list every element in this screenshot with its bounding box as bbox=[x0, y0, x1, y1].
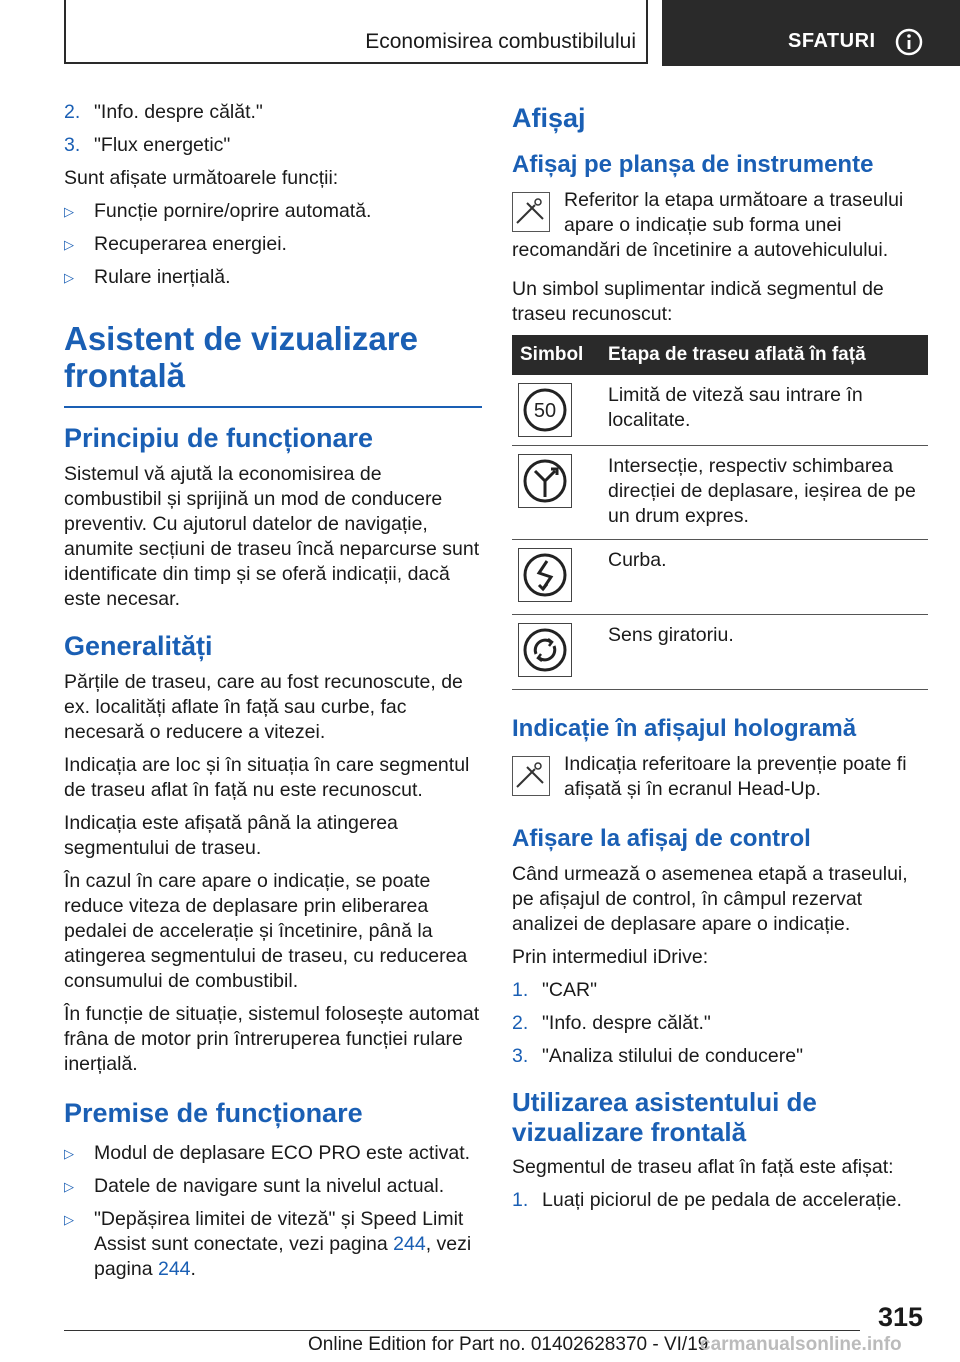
list-item bbox=[64, 133, 482, 158]
list-item bbox=[512, 1011, 930, 1036]
table-header-row bbox=[512, 335, 928, 375]
use-text: Segmentul de traseu aflat în față este afișat: bbox=[512, 1156, 894, 1178]
list-text: Funcție pornire/oprire automată. bbox=[94, 200, 372, 222]
shown-intro: Sunt afișate următoarele funcții: bbox=[64, 167, 339, 189]
list-item bbox=[64, 232, 482, 257]
bullet-triangle-icon: ▷ bbox=[64, 204, 74, 219]
note-block bbox=[512, 752, 930, 802]
page-number: 315 bbox=[878, 1302, 924, 1332]
table-row bbox=[512, 540, 928, 615]
list-item bbox=[512, 1044, 930, 1069]
list-text: "Analiza stilului de conducere" bbox=[542, 1045, 803, 1067]
table-header-symbol: Simbol bbox=[512, 335, 600, 375]
right-column bbox=[512, 100, 930, 1221]
left-column bbox=[64, 100, 482, 1290]
note-text: Indicația referitoare la prevenție poate fi afișată și în ecranul Head-Up. bbox=[564, 753, 907, 800]
list-text: "Info. despre călăt." bbox=[542, 1012, 711, 1034]
list-item bbox=[64, 1174, 482, 1199]
control-heading: Afișare la afișaj de control bbox=[512, 825, 811, 852]
general-paragraph: În cazul în care apare o indicație, se poate reduce viteza de deplasare prin eliberarea pedalei de accelerație și încetinire, până la atingerea segmentului de traseu, cu reducerea consumului de combustibil. bbox=[64, 870, 468, 992]
prereq-text: . bbox=[190, 1258, 196, 1280]
extra-symbol-text: Un simbol suplimentar indică segmentul de traseu recunoscut: bbox=[512, 278, 884, 325]
list-item bbox=[64, 1207, 482, 1282]
use-heading: Utilizarea asistentului de vizualizare frontală bbox=[512, 1087, 817, 1147]
list-item bbox=[64, 199, 482, 224]
footer-rule bbox=[64, 1330, 860, 1331]
watermark: carmanualsonline.info bbox=[700, 1334, 902, 1355]
curve-icon bbox=[518, 548, 572, 602]
list-text bbox=[94, 1207, 482, 1282]
principle-heading: Principiu de funcționare bbox=[64, 423, 374, 453]
list-item bbox=[64, 1141, 482, 1166]
list-text: Rulare inerțială. bbox=[94, 266, 231, 288]
bullet-triangle-icon: ▷ bbox=[64, 1179, 74, 1194]
hud-heading: Indicație în afișajul hologramă bbox=[512, 715, 857, 742]
list-text: Modul de deplasare ECO PRO este activat. bbox=[94, 1142, 471, 1164]
list-text: Recuperarea energiei. bbox=[94, 233, 287, 255]
list-number: 3. bbox=[64, 134, 81, 156]
list-item bbox=[512, 978, 930, 1003]
table-cell-text: Sens giratoriu. bbox=[600, 615, 928, 690]
list-item bbox=[64, 265, 482, 290]
page-link[interactable]: 244 bbox=[393, 1233, 426, 1255]
bullet-triangle-icon: ▷ bbox=[64, 270, 74, 285]
speed-limit-value: 50 bbox=[533, 400, 557, 422]
table-cell-icon bbox=[512, 615, 600, 690]
speed-limit-50-icon bbox=[518, 383, 572, 437]
note-tool-icon bbox=[512, 192, 550, 232]
symbol-table bbox=[512, 335, 928, 690]
main-heading: Asistent de vizualizare frontală bbox=[64, 320, 418, 394]
list-text: Luați piciorul de pe pedala de accelerație. bbox=[542, 1189, 902, 1211]
list-number: 2. bbox=[512, 1012, 529, 1034]
note-block bbox=[512, 188, 930, 263]
cluster-heading: Afișaj pe planșa de instrumente bbox=[512, 151, 874, 178]
list-number: 1. bbox=[512, 1189, 529, 1211]
note-tool-icon bbox=[512, 756, 550, 796]
prereq-text: "Depășirea limitei de viteză" și Speed Limit Assist sunt conectate, vezi pagina bbox=[94, 1208, 464, 1255]
roundabout-icon bbox=[518, 623, 572, 677]
bullet-triangle-icon: ▷ bbox=[64, 1146, 74, 1161]
bullet-triangle-icon: ▷ bbox=[64, 1212, 74, 1227]
edition-text: Online Edition for Part no. 01402628370 - VI/19 bbox=[308, 1334, 709, 1355]
section-title: Economisirea combustibilului bbox=[365, 30, 636, 53]
list-text: "Flux energetic" bbox=[94, 134, 231, 156]
table-cell-text: Intersecție, respectiv schimbarea direcției de deplasare, ieșirea de pe un drum expres. bbox=[600, 446, 928, 540]
intersection-icon bbox=[518, 454, 572, 508]
table-cell-icon bbox=[512, 446, 600, 540]
table-cell-text: Limită de viteză sau intrare în localitate. bbox=[600, 375, 928, 446]
header-section-box bbox=[64, 0, 648, 64]
general-paragraph: Părțile de traseu, care au fost recunoscute, de ex. localități aflate în față sau curbe, fac necesară o reducere a vitezei. bbox=[64, 671, 463, 743]
tab-label: SFATURI bbox=[788, 30, 876, 52]
control-text: Când urmează o asemenea etapă a traseului, pe afișajul de control, în câmpul rezervat analizei de deplasare apare o indicație. bbox=[512, 863, 908, 935]
general-paragraph: Indicația este afișată până la atingerea segmentului de traseu. bbox=[64, 812, 398, 859]
list-text: Datele de navigare sunt la nivelul actual. bbox=[94, 1175, 445, 1197]
list-number: 3. bbox=[512, 1045, 529, 1067]
principle-text: Sistemul vă ajută la economisirea de combustibil și sprijină un mod de conducere preventiv. Cu ajutorul datelor de navigație, anumite secțiuni de traseu încă neparcurse sunt identificate din timp și se oferă indicații, dacă este necesar. bbox=[64, 463, 480, 610]
list-item bbox=[64, 100, 482, 125]
info-icon bbox=[894, 27, 924, 57]
table-row bbox=[512, 446, 928, 540]
prereq-text: , vezi pagina bbox=[94, 1233, 472, 1280]
general-paragraph: În funcție de situație, sistemul folosește automat frâna de motor prin întreruperea funcției rulare inerțială. bbox=[64, 1003, 480, 1075]
list-number: 1. bbox=[512, 979, 529, 1001]
page-link[interactable]: 244 bbox=[157, 1258, 191, 1280]
prereq-heading: Premise de funcționare bbox=[64, 1098, 363, 1128]
idrive-intro: Prin intermediul iDrive: bbox=[512, 946, 709, 968]
general-heading: Generalități bbox=[64, 631, 213, 661]
table-cell-text: Curba. bbox=[600, 540, 928, 615]
display-heading: Afișaj bbox=[512, 103, 586, 133]
list-text: "Info. despre călăt." bbox=[94, 101, 263, 123]
list-number: 2. bbox=[64, 101, 81, 123]
list-text: "CAR" bbox=[542, 979, 598, 1001]
bullet-triangle-icon: ▷ bbox=[64, 237, 74, 252]
table-cell-icon bbox=[512, 375, 600, 446]
note-text: Referitor la etapa următoare a traseului apare o indicație sub forma unei recomandări de încetinire a autovehiculului. bbox=[512, 189, 904, 261]
list-item bbox=[512, 1188, 930, 1213]
general-paragraph: Indicația are loc și în situația în care segmentul de traseu aflat în față nu este recunoscut. bbox=[64, 754, 470, 801]
header-tab bbox=[662, 0, 960, 66]
heading-rule bbox=[64, 406, 482, 408]
table-row bbox=[512, 615, 928, 690]
table-header-stage: Etapa de traseu aflată în față bbox=[600, 335, 928, 375]
table-cell-icon bbox=[512, 540, 600, 615]
table-row bbox=[512, 375, 928, 446]
